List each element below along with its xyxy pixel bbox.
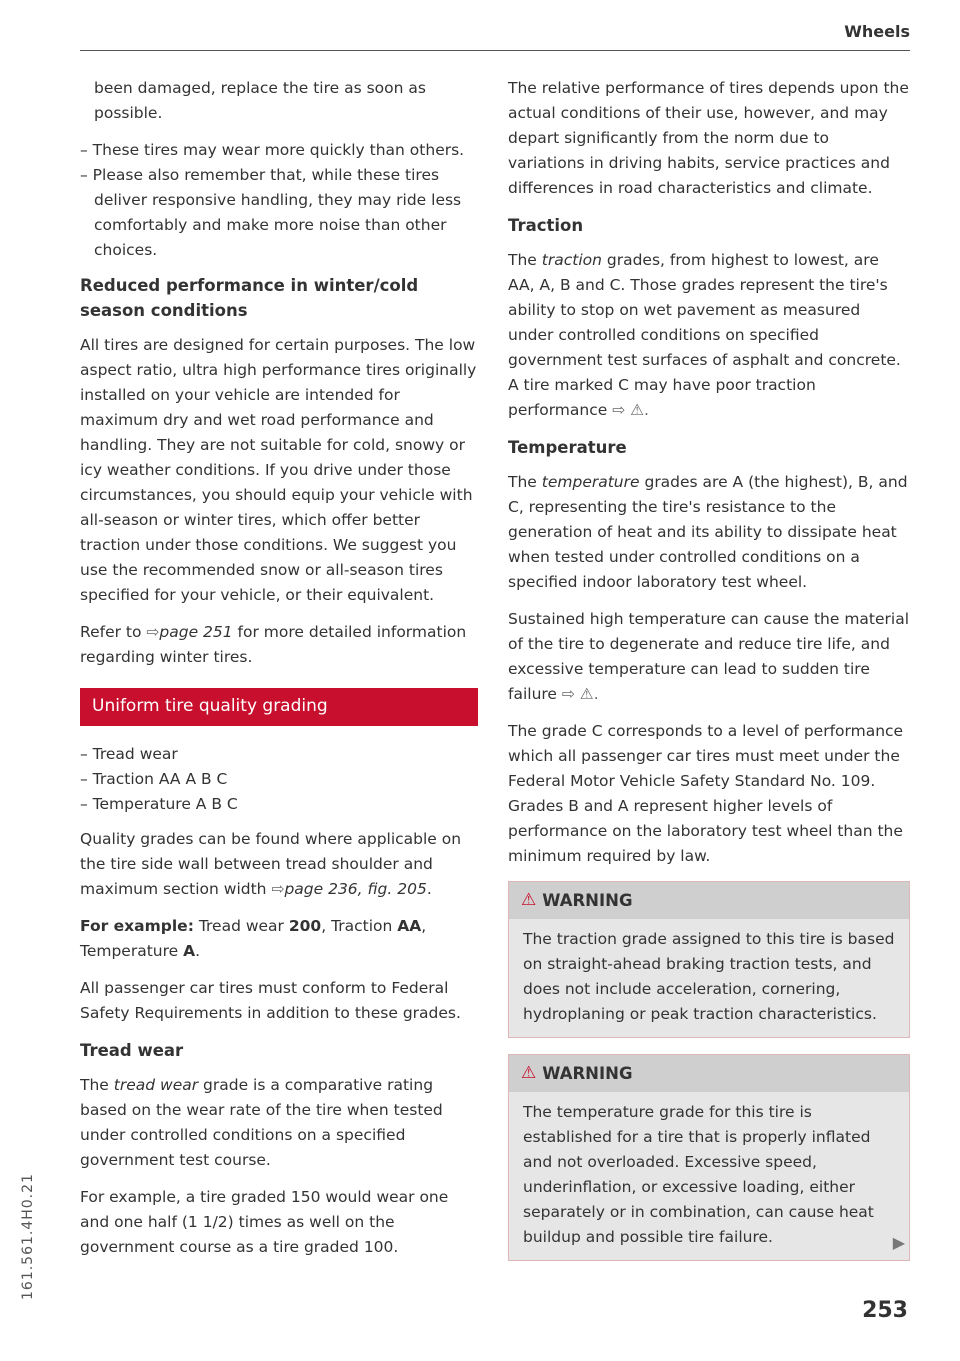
text: grade is a comparative rating based on the wear rate of the tire when tested under controlled conditions on a specified government test course.: [80, 1076, 443, 1169]
warning-body: The traction grade assigned to this tire is based on straight-ahead braking traction tests, and does not include acceleration, cornering, hydroplaning or peak traction characteristics.: [523, 930, 895, 1023]
text: Quality grades can be found where applicable on the tire side wall between tread shoulder and maximum section width: [80, 830, 462, 898]
text: The: [508, 473, 542, 491]
warning-triangle-icon: ⚠: [521, 890, 537, 910]
paragraph: For example, a tire graded 150 would wear one and one half (1 1/2) times as well on the government course as a tire graded 100.: [80, 1188, 449, 1256]
warning-ref-link[interactable]: ⇨ ⚠.: [612, 401, 649, 419]
tread-wear-heading: Tread wear: [80, 1041, 184, 1060]
text: Sustained high temperature can cause the material of the tire to degenerate and reduce tire life, and excessive temperature can lead to sudden tire failure: [508, 610, 910, 703]
list-item: – Temperature A B C: [80, 795, 238, 813]
paragraph: The relative performance of tires depends upon the actual conditions of their use, however, and may depart significantly from the norm due to variations in driving habits, service practices and differences in road characteristics and climate.: [508, 79, 909, 197]
text: , Traction: [321, 917, 398, 935]
section-heading-bar: Uniform tire quality grading: [80, 688, 478, 726]
ref-arrow-icon: ⇨: [146, 623, 160, 641]
warning-box: [508, 1054, 910, 1261]
page-number: 253: [862, 1298, 908, 1323]
temperature-paragraph: [508, 470, 910, 595]
warning-title: WARNING: [542, 891, 633, 910]
warning-ref-link[interactable]: ⇨ ⚠.: [561, 685, 599, 703]
list-item: – Traction AA A B C: [80, 770, 228, 788]
page-link[interactable]: page 236, fig. 205: [284, 880, 427, 898]
refer-paragraph: [80, 620, 478, 670]
ref-arrow-icon: ⇨: [271, 880, 285, 898]
text: for more detailed information regarding winter tires.: [80, 623, 467, 666]
paragraph: The grade C corresponds to a level of performance which all passenger car tires must meet under the Federal Motor Vehicle Safety Standard No. 109. Grades B and A represent higher levels of performance on the laboratory test wheel than the minimum required by law.: [508, 722, 904, 865]
text: , Temperature: [80, 917, 427, 960]
warning-triangle-icon: ⚠: [521, 1063, 537, 1083]
quality-paragraph: [80, 827, 478, 902]
document-code: 161.561.4H0.21: [20, 1173, 36, 1300]
temperature-heading: Temperature: [508, 438, 627, 457]
text: The: [508, 251, 542, 269]
text: Refer to: [80, 623, 147, 641]
section-title: Wheels: [844, 22, 910, 41]
tread-paragraph: [80, 1073, 478, 1173]
left-column: [80, 76, 478, 1272]
text: A: [183, 942, 196, 960]
warning-header: [509, 882, 909, 919]
header-rule: [80, 50, 910, 51]
paragraph: All passenger car tires must conform to Federal Safety Requirements in addition to these grades.: [80, 979, 461, 1022]
example-label: For example:: [80, 917, 194, 935]
text: The: [80, 1076, 114, 1094]
text: .: [426, 880, 432, 898]
warning-title: WARNING: [542, 1064, 633, 1083]
right-column: [508, 76, 910, 1277]
list-item: – These tires may wear more quickly than others.: [80, 141, 465, 159]
paragraph: All tires are designed for certain purposes. The low aspect ratio, ultra high performance tires originally installed on your vehicle are intended for maximum dry and wet road performance and handling. They are not suitable for cold, snowy or icy weather conditions. If you drive under those circumstances, you should equip your vehicle with all-season or winter tires, which offer better traction under those conditions. We suggest you use the recommended snow or all-season tires specified for your vehicle, or their equivalent.: [80, 336, 477, 604]
text: 200: [288, 917, 322, 935]
text: tread wear: [113, 1076, 199, 1094]
list-item: – Please also remember that, while these tires deliver responsive handling, they may ride less comfortably and make more noise than other choices.: [80, 166, 462, 259]
text: Tread wear: [193, 917, 289, 935]
text: grades are A (the highest), B, and C, representing the tire's resistance to the generation of heat and its ability to dissipate heat when tested under controlled conditions on a specified indoor laboratory test wheel.: [508, 473, 908, 591]
sustained-paragraph: [508, 607, 910, 707]
grades-list: [80, 742, 478, 817]
warning-body: The temperature grade for this tire is established for a tire that is properly inflated and not overloaded. Excessive speed, underinflation, or excessive loading, either separately or in combination, can cause heat buildup and possible tire failure.: [523, 1103, 874, 1246]
continued-text: been damaged, replace the tire as soon as possible.: [94, 79, 426, 122]
traction-heading: Traction: [508, 216, 584, 235]
traction-paragraph: [508, 248, 910, 423]
text: AA: [397, 917, 422, 935]
page-link[interactable]: page 251: [159, 623, 233, 641]
warning-box: [508, 881, 910, 1038]
text: .: [195, 942, 201, 960]
warning-header: [509, 1055, 909, 1092]
continue-arrow-icon: ▶: [892, 1233, 905, 1252]
text: grades, from highest to lowest, are AA, A, B and C. Those grades represent the tire's ability to stop on wet pavement as measured under controlled conditions on specified government test surfaces of asphalt and concrete. A tire marked C may have poor traction performance: [508, 251, 901, 419]
text: traction: [541, 251, 602, 269]
text: temperature: [541, 473, 640, 491]
list-item: – Tread wear: [80, 745, 178, 763]
reduced-performance-heading: Reduced performance in winter/cold season conditions: [80, 276, 419, 320]
example-paragraph: [80, 914, 478, 964]
